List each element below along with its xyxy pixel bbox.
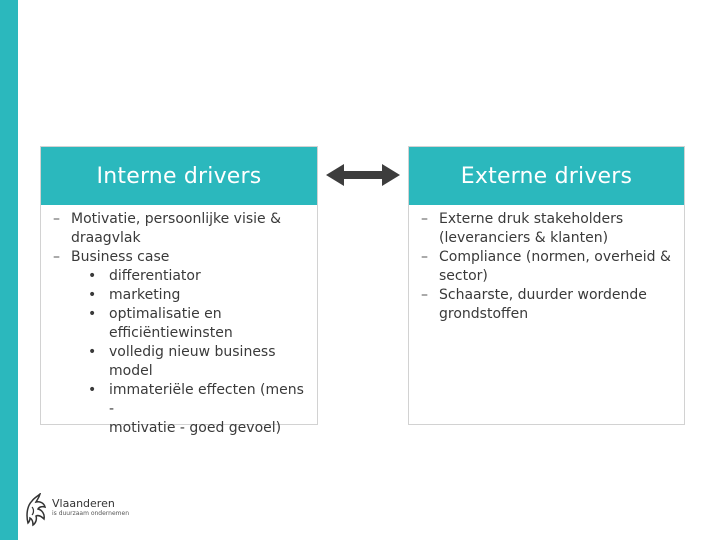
list-item-line: model [109, 363, 153, 379]
flemish-lion-icon [24, 493, 48, 527]
bullet-marker: • [88, 306, 97, 322]
list-item-text [439, 210, 623, 248]
sub-list-item [53, 343, 309, 381]
list-item [53, 210, 309, 248]
bullet-marker: • [88, 344, 97, 360]
list-item [421, 248, 676, 286]
list-item-text [71, 210, 281, 248]
externe-drivers-list [409, 205, 684, 324]
bullet-marker: • [88, 287, 97, 303]
list-item-text [109, 267, 201, 286]
externe-drivers-panel [408, 146, 685, 425]
dash-marker: – [421, 249, 428, 265]
bullet-marker: • [88, 382, 97, 398]
interne-drivers-title: Interne drivers [96, 163, 262, 189]
interne-drivers-panel [40, 146, 318, 436]
list-item-line: volledig nieuw business [109, 344, 276, 360]
list-item-line: Motivatie, persoonlijke visie & [71, 211, 282, 227]
list-item-line: Compliance (normen, overheid & [439, 249, 671, 265]
sub-list-item [53, 267, 309, 286]
list-item-line: Business case [71, 249, 170, 265]
double-arrow-icon [326, 163, 400, 187]
interne-drivers-header [41, 147, 317, 205]
dash-marker: – [53, 249, 60, 265]
bullet-marker: • [88, 268, 97, 284]
list-item-line: optimalisatie en [109, 306, 222, 322]
logo-title: Vlaanderen [52, 497, 115, 510]
list-item [421, 286, 676, 324]
list-item-text [439, 248, 671, 286]
list-item-line: differentiator [109, 268, 201, 284]
list-item-line: efficiëntiewinsten [109, 325, 233, 341]
accent-bar [0, 0, 18, 540]
list-item-text [439, 286, 647, 324]
list-item-line: Externe druk stakeholders [439, 211, 624, 227]
list-item-line: sector) [439, 268, 488, 284]
sub-list-item [53, 381, 309, 438]
list-item-text [109, 305, 233, 343]
list-item-line: Schaarste, duurder wordende [439, 287, 647, 303]
list-item-text [109, 343, 276, 381]
sub-list-item [53, 305, 309, 343]
list-item-line: draagvlak [71, 230, 141, 246]
logo-subtitle: is duurzaam ondernemen [52, 510, 130, 517]
list-item-text [109, 381, 309, 438]
list-item [53, 248, 309, 267]
list-item-text [71, 248, 169, 267]
externe-drivers-title: Externe drivers [460, 163, 633, 189]
list-item-text [109, 286, 180, 305]
list-item-line: grondstoffen [439, 306, 529, 322]
list-item-line: marketing [109, 287, 181, 303]
list-item [421, 210, 676, 248]
dash-marker: – [421, 287, 428, 303]
vlaanderen-logo [24, 493, 129, 527]
dash-marker: – [421, 211, 428, 227]
list-item-line: immateriële effecten (mens - [109, 382, 304, 417]
list-item-line: (leveranciers & klanten) [439, 230, 609, 246]
externe-drivers-header [409, 147, 684, 205]
dash-marker: – [53, 211, 60, 227]
list-item-line: motivatie - goed gevoel) [109, 420, 282, 436]
interne-drivers-list [41, 205, 317, 438]
sub-list-item [53, 286, 309, 305]
